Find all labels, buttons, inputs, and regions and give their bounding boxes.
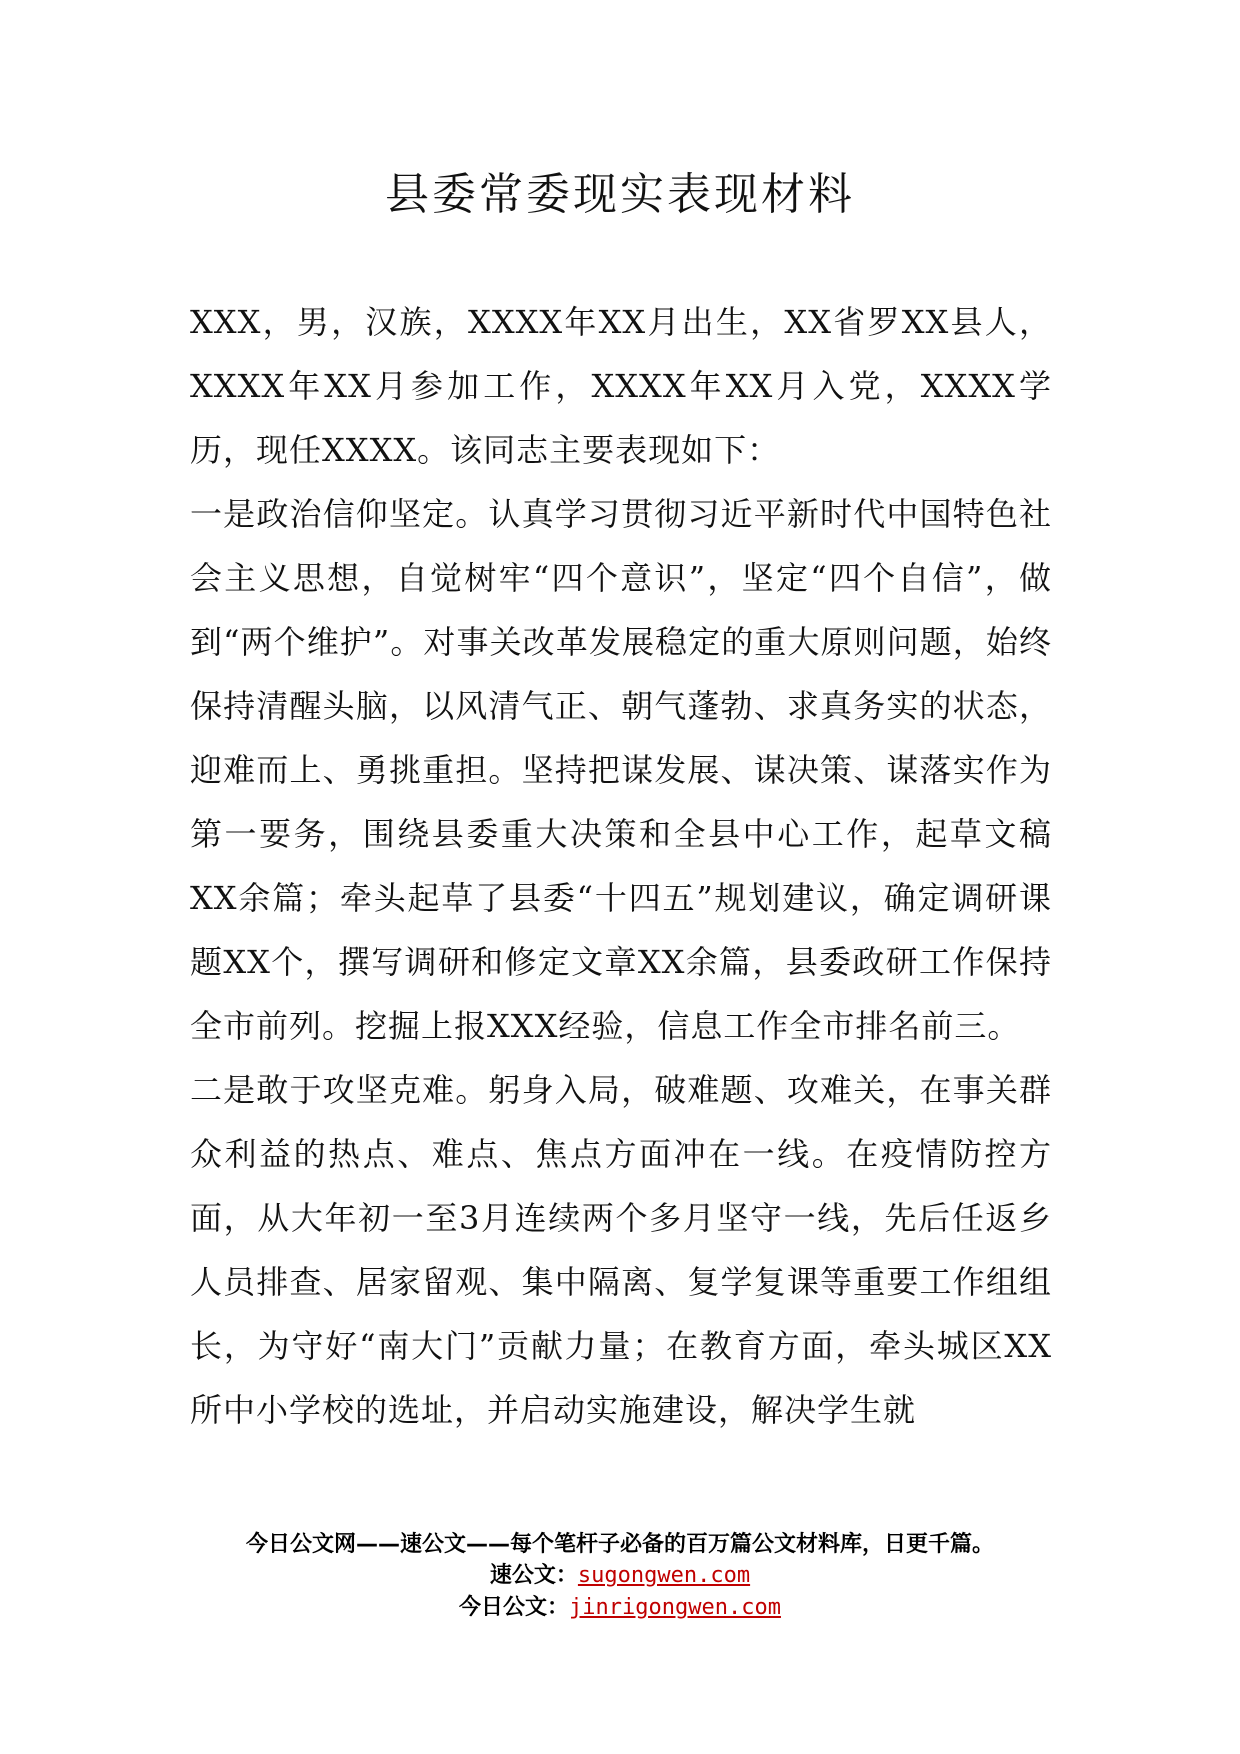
footer-slogan: 今日公文网——速公文——每个笔杆子必备的百万篇公文材料库，日更千篇。 (245, 1532, 994, 1557)
sugongwen-link[interactable]: sugongwen.com (577, 1563, 751, 1588)
footer-jinrigongwen (0, 1592, 1240, 1624)
page-footer (0, 1530, 1240, 1624)
footer-sugongwen (0, 1560, 1240, 1592)
paragraph-overcoming-difficulties: 二是敢于攻坚克难。躬身入局，破难题、攻难关，在事关群众利益的热点、难点、焦点方面冲在一线。在疫情防控方面，从大年初一至3月连续两个多月坚守一线，先后任返乡人员排查、居家留观、集中隔离、复学复课等重要工作组组长，为守好“南大门”贡献力量；在教育方面，牵头城区XX所中小学校的选址，并启动实施建设，解决学生就 (190, 1071, 1052, 1429)
footer-jinrigongwen-label: 今日公文： (459, 1595, 570, 1620)
paragraph-intro: XXX，男，汉族，XXXX年XX月出生，XX省罗XX县人，XXXX年XX月参加工作，XXXX年XX月入党，XXXX学历，现任XXXX。该同志主要表现如下： (190, 303, 1052, 469)
paragraph-political-belief: 一是政治信仰坚定。认真学习贯彻习近平新时代中国特色社会主义思想，自觉树牢“四个意识”，坚定“四个自信”，做到“两个维护”。对事关改革发展稳定的重大原则问题，始终保持清醒头脑，以风清气正、朝气蓬勃、求真务实的状态，迎难而上、勇挑重担。坚持把谋发展、谋决策、谋落实作为第一要务，围绕县委重大决策和全县中心工作，起草文稿XX余篇；牵头起草了县委“十四五”规划建议，确定调研课题XX个，撰写调研和修定文章XX余篇，县委政研工作保持全市前列。挖掘上报XXX经验，信息工作全市排名前三。 (190, 495, 1052, 1045)
document-body (190, 290, 1052, 1442)
footer-sugongwen-label: 速公文： (489, 1563, 578, 1588)
document-title: 县委常委现实表现材料 (385, 169, 855, 220)
jinrigongwen-link[interactable]: jinrigongwen.com (569, 1595, 781, 1620)
